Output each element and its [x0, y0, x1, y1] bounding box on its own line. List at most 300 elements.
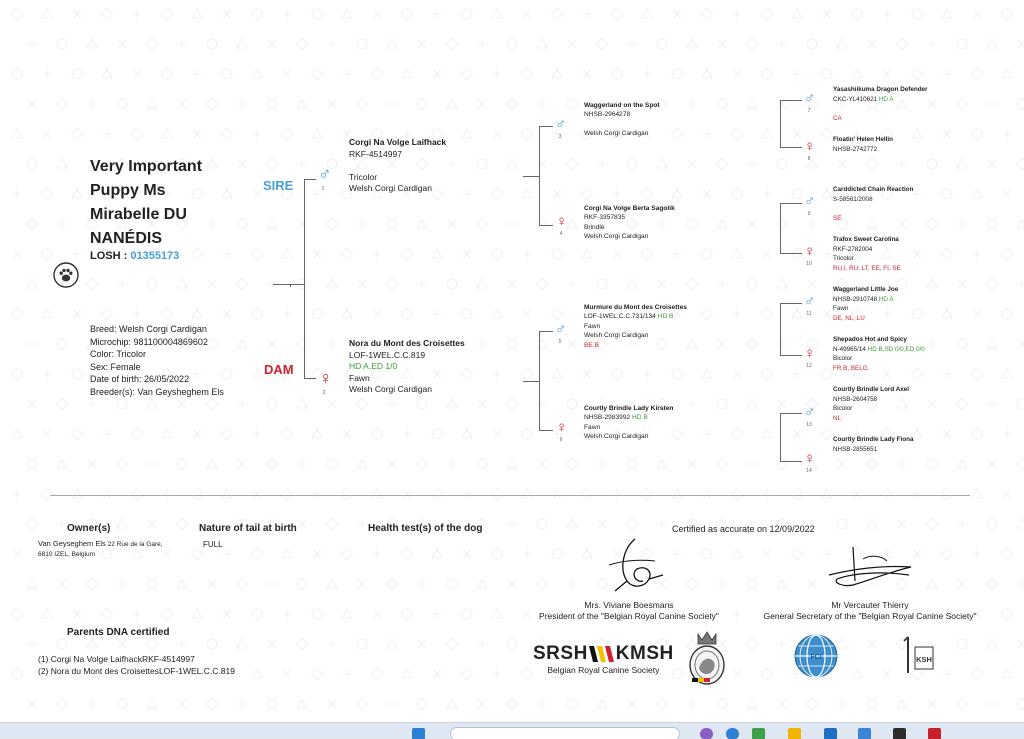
- background-shape: [462, 189, 472, 199]
- background-shape: [597, 699, 607, 708]
- background-shape: [56, 398, 67, 409]
- background-shape: [327, 39, 337, 49]
- ancestor-entry: [584, 404, 673, 442]
- background-shape: [943, 430, 951, 438]
- background-shape: [866, 458, 877, 469]
- background-shape: [627, 279, 637, 288]
- ancestor-entry: [833, 235, 901, 273]
- background-shape: [732, 609, 742, 619]
- background-shape: [12, 609, 22, 619]
- background-shape: [357, 459, 367, 468]
- pedigree-number: 9: [807, 211, 811, 217]
- background-shape: [71, 428, 82, 439]
- background-shape: [387, 99, 397, 109]
- background-shape: [72, 249, 82, 259]
- president-caption: [525, 600, 733, 622]
- background-shape: [1017, 519, 1024, 528]
- background-shape: [177, 279, 187, 288]
- background-shape: [73, 310, 81, 318]
- background-shape: [403, 490, 411, 498]
- taskbar-folder-icon[interactable]: [788, 728, 801, 739]
- background-shape: [357, 219, 367, 229]
- health-heading: Health test(s) of the dog: [368, 523, 483, 534]
- background-shape: [222, 69, 232, 79]
- ancestor-name: [833, 435, 913, 445]
- background-shape: [327, 579, 337, 588]
- fci-text: FCI: [810, 654, 822, 661]
- taskbar-app-icon-5[interactable]: [858, 728, 871, 739]
- female-symbol-icon: ♀: [804, 450, 816, 467]
- background-shape: [987, 99, 997, 109]
- background-shape: [762, 309, 772, 319]
- paw-icon: [53, 262, 79, 288]
- background-shape: [282, 129, 292, 139]
- background-shape: [373, 310, 381, 318]
- background-shape: [657, 159, 667, 168]
- background-shape: [867, 519, 877, 528]
- background-shape: [267, 579, 277, 589]
- background-shape: [492, 369, 502, 379]
- background-shape: [478, 700, 486, 708]
- ancestor-detail-text: HD A,ED 1/0: [349, 361, 398, 371]
- background-shape: [567, 99, 577, 109]
- background-shape: [12, 189, 22, 199]
- ancestor-name: [833, 85, 928, 95]
- taskbar-pdf-icon[interactable]: [928, 728, 941, 739]
- ancestor-detail: [833, 304, 898, 314]
- background-shape: [927, 159, 937, 169]
- background-shape: [477, 459, 487, 469]
- female-symbol-icon: ♀: [319, 368, 333, 388]
- background-shape: [372, 249, 382, 259]
- background-shape: [821, 428, 832, 439]
- background-shape: [612, 9, 622, 19]
- background-shape: [568, 40, 576, 48]
- ancestor-entry: [584, 101, 660, 139]
- background-shape: [687, 39, 697, 48]
- background-shape: [688, 160, 696, 168]
- background-shape: [57, 639, 67, 649]
- background-shape: [312, 9, 322, 19]
- background-shape: [327, 339, 337, 349]
- background-shape: [342, 489, 352, 499]
- background-shape: [387, 699, 397, 709]
- male-symbol-icon: ♂: [804, 90, 816, 107]
- background-shape: [447, 579, 457, 589]
- background-shape: [373, 10, 381, 18]
- tree-connector: [780, 100, 802, 101]
- tree-connector: [539, 126, 540, 226]
- background-shape: [357, 39, 367, 49]
- background-shape: [971, 428, 982, 439]
- ancestor-detail-text: NHSB-2742772: [833, 145, 878, 153]
- background-shape: [747, 459, 757, 469]
- background-shape: [237, 399, 247, 409]
- tail-value: FULL: [203, 540, 223, 549]
- background-shape: [822, 249, 832, 259]
- background-shape: [373, 610, 381, 618]
- background-shape: [178, 100, 186, 108]
- background-shape: [387, 39, 397, 48]
- background-shape: [897, 279, 907, 289]
- ancestor-detail-text: Welsh Corgi Cardigan: [584, 130, 649, 138]
- background-shape: [268, 340, 276, 348]
- taskbar-app-icon-6[interactable]: [893, 728, 906, 739]
- male-symbol-icon: ♂: [804, 193, 816, 210]
- ancestor-detail-text: Welsh Corgi Cardigan: [584, 233, 649, 241]
- background-shape: [761, 368, 772, 379]
- background-shape: [672, 189, 682, 198]
- background-shape: [866, 158, 877, 169]
- background-shape: [672, 369, 682, 379]
- background-shape: [627, 159, 637, 169]
- background-shape: [26, 218, 37, 229]
- background-shape: [281, 488, 292, 499]
- taskbar-app-icon-1[interactable]: [700, 728, 713, 739]
- ancestor-detail: [833, 114, 928, 124]
- background-shape: [462, 129, 472, 138]
- background-shape: [432, 249, 442, 258]
- background-shape: [493, 430, 501, 438]
- background-shape: [42, 369, 52, 379]
- background-shape: [358, 280, 366, 288]
- background-shape: [507, 219, 517, 229]
- background-shape: [1002, 249, 1012, 259]
- background-shape: [702, 369, 712, 378]
- background-shape: [402, 249, 412, 259]
- background-shape: [642, 489, 652, 499]
- background-shape: [462, 489, 472, 499]
- background-shape: [988, 460, 996, 468]
- ancestor-name: [833, 285, 898, 295]
- background-shape: [296, 638, 307, 649]
- background-shape: [387, 639, 397, 648]
- ancestor-detail-text: Tricolor: [349, 171, 378, 182]
- background-shape: [942, 669, 952, 679]
- dob-text: Date of birth: 26/05/2022: [90, 374, 190, 384]
- background-shape: [927, 39, 937, 49]
- health-result: HD B: [655, 313, 674, 321]
- ancestor-entry: [833, 335, 925, 373]
- background-shape: [733, 670, 741, 678]
- ancestor-detail-text: SE: [833, 214, 842, 222]
- tail-heading: Nature of tail at birth: [199, 523, 297, 534]
- ancestor-detail: [833, 264, 901, 274]
- background-shape: [117, 579, 127, 589]
- background-shape: [867, 699, 877, 709]
- background-shape: [807, 39, 817, 49]
- background-shape: [687, 99, 697, 109]
- ancestor-name-text: Carddicted Chain Reaction: [833, 186, 914, 193]
- background-shape: [912, 189, 922, 199]
- ancestor-name-text: Murmure du Mont des Croisettes: [584, 304, 687, 311]
- breed-text: Breed: Welsh Corgi Cardigan: [90, 324, 207, 334]
- background-shape: [87, 99, 97, 109]
- background-shape: [477, 39, 487, 49]
- background-shape: [717, 99, 727, 109]
- owner-details: [38, 539, 163, 560]
- background-shape: [177, 639, 187, 649]
- background-shape: [356, 98, 367, 109]
- background-shape: [342, 609, 352, 618]
- background-shape: [237, 639, 247, 648]
- background-shape: [27, 459, 37, 469]
- background-shape: [972, 249, 982, 259]
- dna-heading: Parents DNA certified: [67, 627, 170, 638]
- owner-address-1: 22 Rue de la Gare,: [105, 541, 163, 548]
- ancestor-detail-text: RKF-3357835: [584, 214, 626, 222]
- ancestor-name-text: Trafox Sweet Carolina: [833, 236, 899, 243]
- background-shape: [268, 640, 276, 648]
- background-shape: [987, 399, 997, 409]
- background-shape: [71, 128, 82, 139]
- background-shape: [702, 429, 712, 439]
- taskbar-app-icon-3[interactable]: [752, 728, 765, 739]
- background-shape: [912, 9, 922, 19]
- background-shape: [146, 638, 157, 649]
- background-shape: [897, 699, 907, 708]
- ancestor-detail-text: Welsh Corgi Cardigan: [349, 183, 432, 193]
- taskbar-search-box[interactable]: [450, 727, 680, 739]
- background-shape: [387, 399, 397, 409]
- female-symbol-icon: ♀: [556, 419, 568, 436]
- background-shape: [147, 279, 157, 289]
- background-shape: [597, 279, 607, 289]
- background-shape: [792, 489, 802, 499]
- background-shape: [732, 429, 742, 439]
- background-shape: [1017, 579, 1024, 589]
- background-shape: [822, 69, 832, 79]
- background-shape: [838, 160, 846, 168]
- background-shape: [237, 699, 247, 709]
- ancestor-detail-text: CA: [833, 114, 842, 122]
- background-shape: [882, 9, 892, 19]
- tree-connector: [539, 331, 540, 431]
- health-result: HD B: [630, 414, 648, 422]
- background-shape: [28, 700, 36, 708]
- background-shape: [508, 580, 516, 588]
- background-shape: [762, 429, 772, 438]
- background-shape: [506, 98, 517, 109]
- ancestor-detail-text: NHSB-2910748: [833, 295, 878, 303]
- background-shape: [567, 699, 577, 709]
- background-shape: [926, 518, 937, 529]
- pedigree-number: 2: [322, 390, 326, 396]
- ancestor-detail: [584, 341, 687, 350]
- taskbar-app-icon-2[interactable]: [726, 728, 739, 739]
- background-shape: [341, 248, 352, 259]
- puppy-details: [90, 323, 224, 398]
- background-shape: [928, 400, 936, 408]
- background-shape: [252, 669, 262, 678]
- ancestor-name: [349, 137, 446, 149]
- background-shape: [566, 458, 577, 469]
- pedigree-number: 3: [558, 134, 562, 140]
- background-shape: [252, 429, 262, 439]
- background-shape: [193, 430, 201, 438]
- background-shape: [462, 309, 472, 319]
- background-shape: [133, 70, 141, 78]
- background-shape: [57, 459, 67, 468]
- background-shape: [778, 700, 786, 708]
- ancestor-name: [833, 235, 901, 245]
- background-shape: [252, 549, 262, 559]
- background-shape: [432, 9, 442, 19]
- background-shape: [492, 489, 502, 499]
- background-shape: [943, 130, 951, 138]
- losh-label: LOSH :: [90, 250, 131, 262]
- background-shape: [987, 699, 997, 709]
- background-shape: [463, 550, 471, 558]
- ancestor-name-text: Courtly Brindle Lady Fiona: [833, 436, 914, 443]
- background-shape: [958, 580, 966, 588]
- tree-connector: [780, 413, 781, 462]
- background-shape: [13, 250, 21, 258]
- background-shape: [298, 520, 306, 528]
- background-shape: [868, 40, 876, 48]
- background-shape: [11, 368, 22, 379]
- breeder-text: Breeder(s): Van Geysheghem Els: [90, 386, 224, 397]
- background-shape: [206, 698, 217, 709]
- background-shape: [401, 8, 412, 19]
- background-shape: [838, 460, 846, 468]
- pedigree-number: 7: [807, 108, 811, 114]
- tree-connector: [780, 253, 802, 254]
- background-shape: [222, 489, 232, 498]
- background-shape: [852, 69, 862, 78]
- background-shape: [582, 549, 592, 558]
- background-shape: [447, 699, 457, 708]
- tree-connector: [523, 176, 539, 177]
- ancestor-entry: [349, 338, 465, 396]
- background-shape: [687, 339, 697, 348]
- background-shape: [731, 188, 742, 199]
- background-shape: [598, 520, 606, 528]
- health-result: HD B,SD 0/0,ED 0/0: [865, 345, 925, 353]
- background-shape: [641, 248, 652, 259]
- windows-start-icon[interactable]: [412, 728, 425, 739]
- background-shape: [447, 459, 457, 469]
- background-shape: [87, 639, 97, 648]
- background-shape: [236, 578, 247, 589]
- background-shape: [731, 488, 742, 499]
- background-shape: [162, 609, 172, 619]
- background-shape: [957, 639, 967, 649]
- background-shape: [732, 129, 742, 139]
- dam-label: DAM: [264, 362, 294, 377]
- background-shape: [628, 700, 636, 708]
- background-shape: [883, 70, 891, 78]
- background-shape: [237, 99, 247, 109]
- pedigree-number: 12: [806, 363, 812, 369]
- microchip-text: Microchip: 981100004869602: [90, 336, 208, 347]
- background-shape: [86, 578, 97, 589]
- background-shape: [222, 549, 232, 559]
- ancestor-detail-text: Fawn: [833, 305, 849, 313]
- background-shape: [372, 669, 382, 679]
- background-shape: [282, 249, 292, 258]
- sex-text: Sex: Female: [90, 361, 141, 372]
- background-shape: [312, 489, 322, 499]
- background-shape: [1017, 699, 1024, 709]
- ancestor-detail: [584, 110, 660, 119]
- background-shape: [162, 309, 172, 319]
- ancestor-entry: [833, 385, 909, 423]
- background-shape: [177, 459, 187, 469]
- background-shape: [522, 249, 532, 259]
- background-shape: [957, 39, 967, 49]
- background-shape: [42, 489, 52, 499]
- background-shape: [717, 219, 727, 228]
- background-shape: [567, 579, 577, 589]
- background-shape: [778, 400, 786, 408]
- background-shape: [102, 429, 112, 439]
- background-shape: [971, 128, 982, 139]
- ancestor-detail-text: NHSB-2855651: [833, 445, 878, 453]
- background-shape: [912, 489, 922, 499]
- background-shape: [793, 130, 801, 138]
- background-shape: [928, 100, 936, 108]
- ancestor-detail: [349, 350, 465, 362]
- taskbar-app-icon-4[interactable]: [824, 728, 837, 739]
- background-shape: [401, 308, 412, 319]
- tree-connector: [539, 126, 553, 127]
- background-shape: [117, 699, 127, 709]
- ancestor-detail: [833, 364, 925, 374]
- background-shape: [178, 700, 186, 708]
- background-shape: [958, 280, 966, 288]
- background-shape: [72, 69, 82, 79]
- background-shape: [27, 39, 37, 49]
- background-shape: [611, 68, 622, 79]
- background-shape: [912, 129, 922, 138]
- background-shape: [583, 370, 591, 378]
- ancestor-entry: [833, 135, 893, 154]
- background-shape: [987, 519, 997, 529]
- pedigree-number: 5: [558, 339, 562, 345]
- background-shape: [463, 250, 471, 258]
- background-shape: [913, 250, 921, 258]
- background-shape: [206, 98, 217, 109]
- background-shape: [118, 40, 126, 48]
- ancestor-name-text: Courtly Brindle Lady Kirsten: [584, 405, 674, 412]
- background-shape: [521, 128, 532, 139]
- background-shape: [1002, 369, 1012, 378]
- background-shape: [328, 100, 336, 108]
- background-shape: [27, 639, 37, 649]
- background-shape: [853, 490, 861, 498]
- background-shape: [718, 40, 726, 48]
- background-shape: [988, 160, 996, 168]
- ancestor-detail-text: RKF-2782004: [833, 245, 873, 253]
- background-shape: [1002, 129, 1012, 139]
- background-shape: [657, 459, 667, 468]
- ancestor-name: [349, 338, 465, 350]
- ancestor-detail: [833, 345, 925, 355]
- ancestor-detail-text: LOF-1WEL.C.C.731/134: [584, 313, 656, 321]
- president-signature: [605, 535, 667, 593]
- ancestor-detail-text: Fawn: [349, 372, 370, 383]
- taskbar: [0, 722, 1024, 739]
- tree-connector: [539, 331, 553, 332]
- ancestor-name-text: Waggerland Little Joe: [833, 286, 899, 293]
- background-shape: [417, 99, 427, 109]
- pedigree-number: 4: [559, 231, 563, 237]
- background-shape: [312, 129, 322, 138]
- background-shape: [942, 9, 952, 18]
- ancestor-name-text: Corgi Na Volge Laifhack: [349, 137, 447, 147]
- background-shape: [447, 279, 457, 289]
